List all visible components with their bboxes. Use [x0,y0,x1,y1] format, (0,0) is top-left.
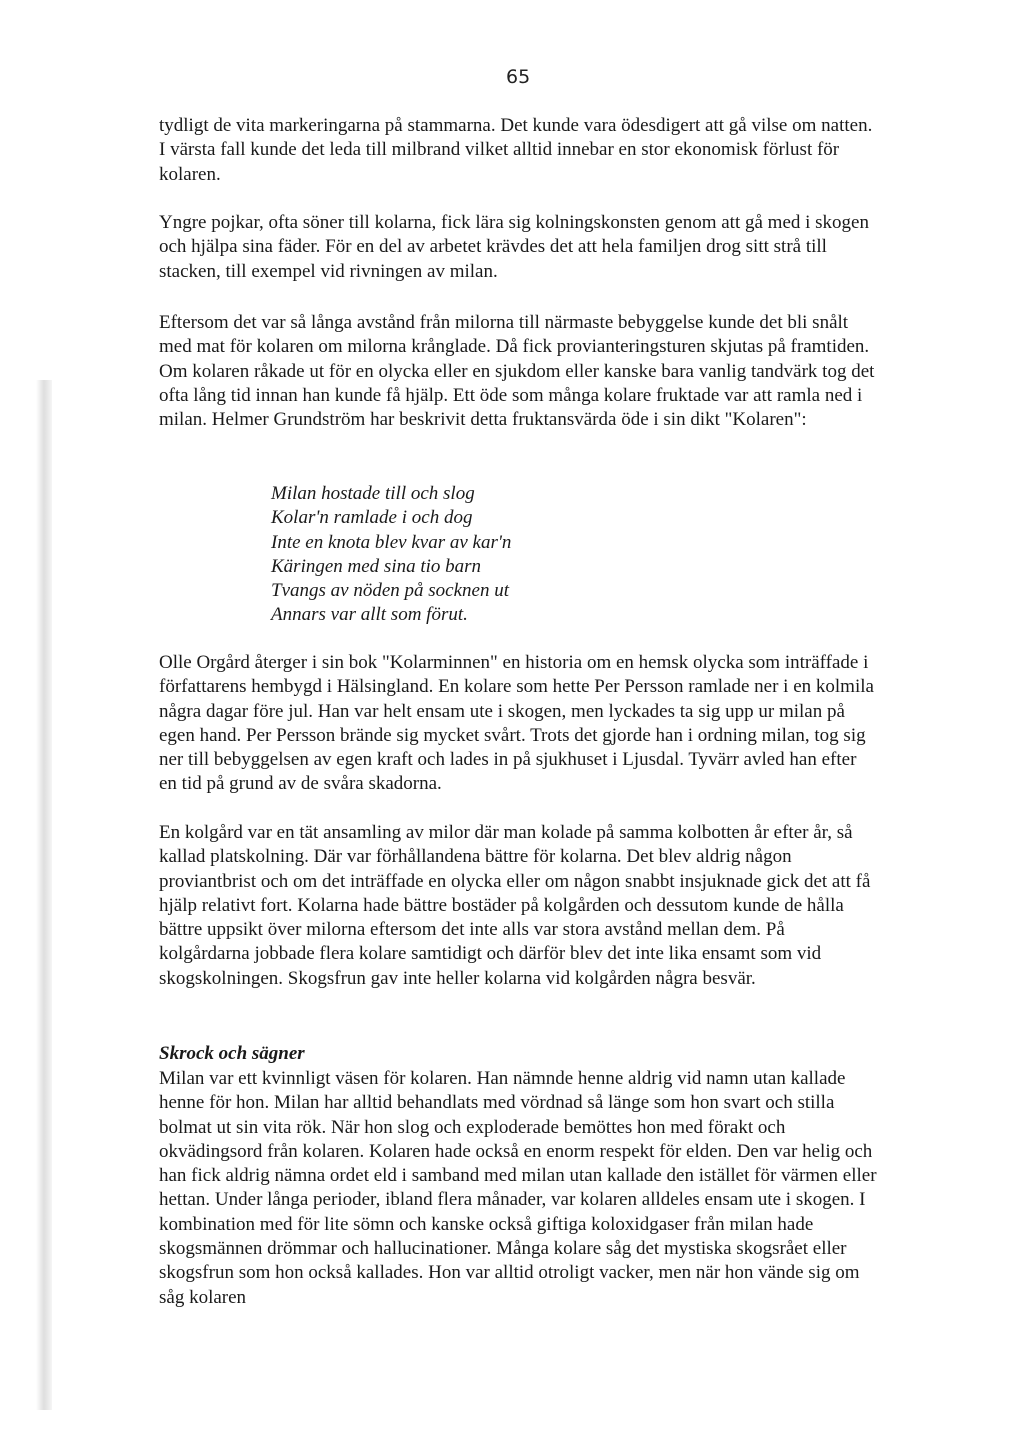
poem-line: Käringen med sina tio barn [271,555,482,577]
page-number: 65 [506,66,531,88]
paragraph-3: Eftersom det var så långa avstånd från milorna till närmaste bebyggelse kunde det bli snålt med mat för kolaren om milorna krånglade. Då fick provianteringsturen skjutas på framtiden. Om kolaren råkade ut för en olycka eller en sjukdom eller kanske bara vanlig tandvärk tog det ofta lång tid innan han kunde få hjälp. Ett öde som många kolare fruktade var att ramla ned i milan. Helmer Grundström har beskrivit detta fruktansvärda öde i sin dikt "Kolaren": [159,312,875,431]
poem-line: Kolar'n ramlade i och dog [271,507,473,529]
paragraph-2: Yngre pojkar, ofta söner till kolarna, fick lära sig kolningskonsten genom att gå med i skogen och hjälpa sina fäder. För en del av arbetet krävdes det att hela familjen drog sitt strå till stacken, till exempel vid rivningen av milan. [159,212,869,282]
paragraph-5: En kolgård var en tät ansamling av milor där man kolade på samma kolbotten år efter år, så kallad platskolning. Där var förhållandena bättre för kolarna. Det blev aldrig någon proviantbrist och om det inträffade en olycka eller om någon snabbt insjuknade gick det att få hjälp relativt fort. Kolarna hade bättre bostäder på kolgården och dessutom kunde de hålla bättre uppsikt över milorna eftersom det inte alls var stora avstånd mellan dem. På kolgårdarna jobbade flera kolare samtidigt och därför blev det inte lika ensamt som vid skogskolningen. Skogsfrun gav inte heller kolarna vid kolgården några besvär. [159,822,871,989]
paragraph-1: tydligt de vita markeringarna på stammarna. Det kunde vara ödesdigert att gå vilse om natten. I värsta fall kunde det leda till milbrand vilket alltid innebar en stor ekonomisk förlust för kolaren. [159,115,873,185]
poem-line: Inte en knota blev kvar av kar'n [271,531,512,553]
poem-line: Milan hostade till och slog [271,483,475,504]
paragraph-6: Milan var ett kvinnligt väsen för kolaren. Han nämnde henne aldrig vid namn utan kallade henne för hon. Milan har alltid behandlats med vördnad så länge som hon svart och stilla bolmat ut sin vita rök. När hon slog och exploderade bemöttes hon med förakt och okvädingsord från kolaren. Kolaren hade också en enorm respekt för elden. Den var helig och han fick aldrig nämna ordet eld i samband med milan utan kallade den istället för värmen eller hettan. Under långa perioder, ibland flera månader, var kolaren alldeles ensam ute i skogen. I kombination med för lite sömn och kanske också giftiga koloxidgaser från milan hade skogsmännen drömmar och hallucinationer. Många kolare såg det mystiska skogsrået eller skogsfrun som hon också kallades. Hon var alltid otroligt vacker, men när hon vände sig om såg kolaren [159,1068,877,1308]
section-heading: Skrock och sägner [159,1043,305,1064]
poem-block [271,482,671,628]
paragraph-4: Olle Orgård återger i sin bok "Kolarminnen" en historia om en hemsk olycka som inträffade i författarens hembygd i Hälsingland. En kolare som hette Per Persson ramlade ner i en kolmila några dagar före jul. Han var helt ensam ute i skogen, men lyckades ta sig upp ur milan på egen hand. Per Persson brände sig mycket svårt. Trots det gjorde han i ordning milan, tog sig ner till bebyggelsen av egen kraft och lades in på sjukhuset i Ljusdal. Tyvärr avled han efter en tid på grund av de svåra skadorna. [159,652,874,795]
poem-line: Annars var allt som förut. [271,604,468,626]
scan-edge-shadow [36,380,52,1410]
poem-line: Tvangs av nöden på socknen ut [271,580,509,602]
